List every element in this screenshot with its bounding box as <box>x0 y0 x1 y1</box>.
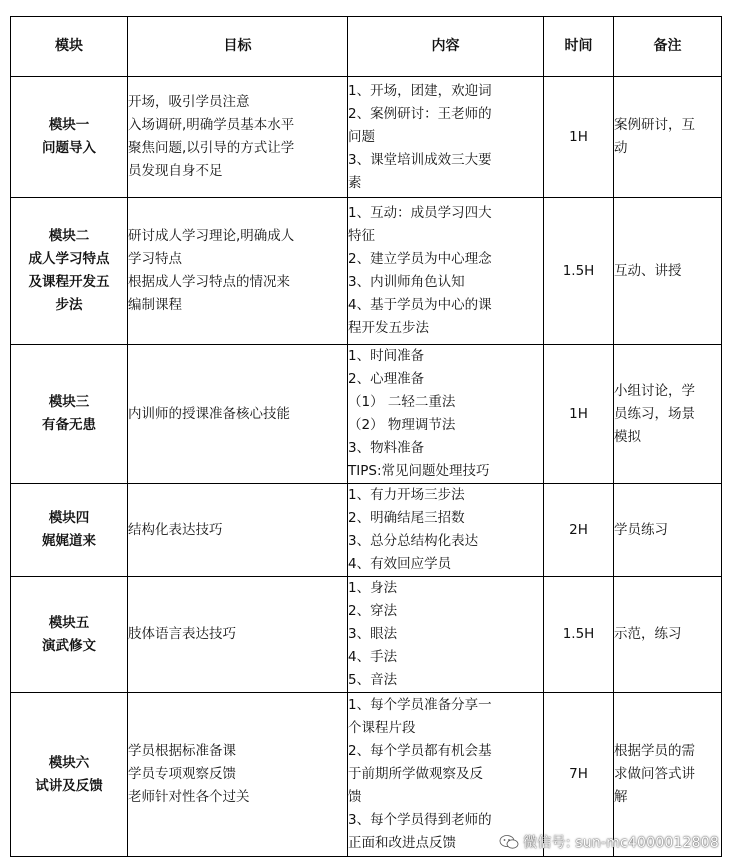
module-cell <box>11 345 128 484</box>
table-row <box>11 77 722 198</box>
module-line: 成人学习特点 <box>28 251 110 267</box>
content-line: 1、开场，团建，欢迎词 <box>348 82 492 99</box>
module-line: 问题导入 <box>42 140 96 156</box>
time-cell: 1.5H <box>544 577 614 693</box>
content-line: 2、明确结尾三招数 <box>348 510 465 526</box>
content-line: 4、手法 <box>348 649 398 665</box>
content-line: 3、课堂培训成效三大要 <box>348 151 492 168</box>
goal-line: 学员专项观察反馈 <box>128 766 236 782</box>
content-line: 3、每个学员得到老师的 <box>348 812 492 828</box>
table-row <box>11 484 722 577</box>
goal-line: 内训师的授课准备核心技能 <box>128 405 290 422</box>
module-line: 娓娓道来 <box>42 533 96 549</box>
note-cell <box>614 345 722 484</box>
goal-line: 编制课程 <box>128 297 182 313</box>
content-line: （1） 二轻二重法 <box>348 394 456 410</box>
goal-cell <box>128 198 348 345</box>
header-content: 内容 <box>348 17 544 77</box>
goal-line: 学员根据标准备课 <box>128 743 236 759</box>
module-line: 有备无患 <box>42 417 96 433</box>
goal-line: 结构化表达技巧 <box>128 521 223 538</box>
content-line: 3、总分总结构化表达 <box>348 533 479 549</box>
content-cell <box>348 484 544 577</box>
header-time: 时间 <box>544 17 614 77</box>
content-line: 2、建立学员为中心理念 <box>348 251 492 267</box>
watermark-text: 微信号: sun-mc4000012808 <box>523 835 719 851</box>
content-line: 1、每个学员准备分享一 <box>348 697 492 713</box>
goal-line: 肢体语言表达技巧 <box>128 626 236 642</box>
note-line: 互动、讲授 <box>614 262 682 279</box>
goal-cell <box>128 345 348 484</box>
module-line: 步法 <box>55 297 83 313</box>
watermark <box>499 832 719 852</box>
note-cell <box>614 198 722 345</box>
note-line: 求做问答式讲 <box>614 766 695 782</box>
module-line: 模块三 <box>48 394 90 410</box>
module-line: 试讲及反馈 <box>35 777 103 794</box>
header-notes: 备注 <box>614 17 722 77</box>
note-cell <box>614 77 722 198</box>
note-line: 员练习，场景 <box>614 405 695 422</box>
note-cell <box>614 577 722 693</box>
content-cell <box>348 345 544 484</box>
wechat-icon <box>499 834 519 850</box>
table-row <box>11 345 722 484</box>
content-line: 4、有效回应学员 <box>348 556 452 572</box>
module-cell <box>11 198 128 345</box>
header-row <box>11 17 722 77</box>
content-line: 4、基于学员为中心的课 <box>348 297 492 313</box>
goal-line: 研讨成人学习理论,明确成人 <box>128 228 295 244</box>
content-line: 正面和改进点反馈 <box>348 835 456 851</box>
note-line: 示范，练习 <box>614 626 682 642</box>
content-line: 问题 <box>348 128 375 145</box>
content-line: 2、穿法 <box>348 603 398 619</box>
content-line: 程开发五步法 <box>348 320 429 336</box>
content-line: 3、内训师角色认知 <box>348 274 465 290</box>
content-line: （2） 物理调节法 <box>348 417 456 433</box>
module-cell <box>11 77 128 198</box>
content-line: 3、物料准备 <box>348 440 425 456</box>
module-cell <box>11 484 128 577</box>
time-cell: 7H <box>544 693 614 857</box>
goal-cell <box>128 77 348 198</box>
module-line: 演武修文 <box>42 637 96 654</box>
content-line: 2、每个学员都有机会基 <box>348 743 492 759</box>
content-line: 1、时间准备 <box>348 348 425 364</box>
table-row <box>11 198 722 345</box>
content-cell <box>348 77 544 198</box>
content-line: 5、音法 <box>348 672 398 688</box>
content-line: 个课程片段 <box>348 720 416 736</box>
goal-line: 员发现自身不足 <box>128 163 223 179</box>
content-line: 馈 <box>348 789 362 805</box>
goal-line: 学习特点 <box>128 251 182 267</box>
content-line: 2、心理准备 <box>348 371 425 387</box>
goal-cell <box>128 577 348 693</box>
time-cell: 1H <box>544 345 614 484</box>
content-line: 特征 <box>348 228 375 244</box>
module-line: 模块二 <box>48 228 90 244</box>
content-line: 1、有力开场三步法 <box>348 487 465 503</box>
time-cell: 1.5H <box>544 198 614 345</box>
content-cell <box>348 577 544 693</box>
content-line: 于前期所学做观察及反 <box>348 766 483 782</box>
module-cell <box>11 693 128 857</box>
course-table <box>10 16 722 857</box>
module-cell <box>11 577 128 693</box>
goal-line: 入场调研,明确学员基本水平 <box>128 117 295 133</box>
content-cell <box>348 198 544 345</box>
goal-line: 根据成人学习特点的情况来 <box>128 274 290 290</box>
table-row <box>11 577 722 693</box>
note-line: 学员练习 <box>614 521 668 538</box>
note-line: 小组讨论，学 <box>614 382 695 399</box>
content-line: 1、身法 <box>348 580 398 596</box>
header-goal: 目标 <box>128 17 348 77</box>
goal-cell <box>128 693 348 857</box>
goal-line: 老师针对性各个过关 <box>128 789 250 805</box>
note-line: 解 <box>614 789 628 805</box>
note-line: 动 <box>614 140 628 156</box>
note-line: 根据学员的需 <box>614 743 695 759</box>
module-line: 模块五 <box>48 614 90 631</box>
content-line: 2、案例研讨：王老师的 <box>348 105 492 122</box>
time-cell: 1H <box>544 77 614 198</box>
content-line: TIPS:常见问题处理技巧 <box>348 463 490 479</box>
note-line: 案例研讨，互 <box>614 117 695 133</box>
goal-line: 聚焦问题,以引导的方式让学 <box>128 140 295 156</box>
goal-cell <box>128 484 348 577</box>
module-line: 模块四 <box>48 510 90 526</box>
header-module: 模块 <box>11 17 128 77</box>
time-cell: 2H <box>544 484 614 577</box>
content-line: 1、互动：成员学习四大 <box>348 205 492 221</box>
module-line: 模块六 <box>48 754 90 771</box>
note-cell <box>614 484 722 577</box>
content-line: 3、眼法 <box>348 626 398 642</box>
note-line: 模拟 <box>614 428 641 445</box>
module-line: 模块一 <box>48 117 90 133</box>
content-line: 素 <box>348 174 362 191</box>
goal-line: 开场，吸引学员注意 <box>128 94 250 110</box>
module-line: 及课程开发五 <box>28 274 110 290</box>
